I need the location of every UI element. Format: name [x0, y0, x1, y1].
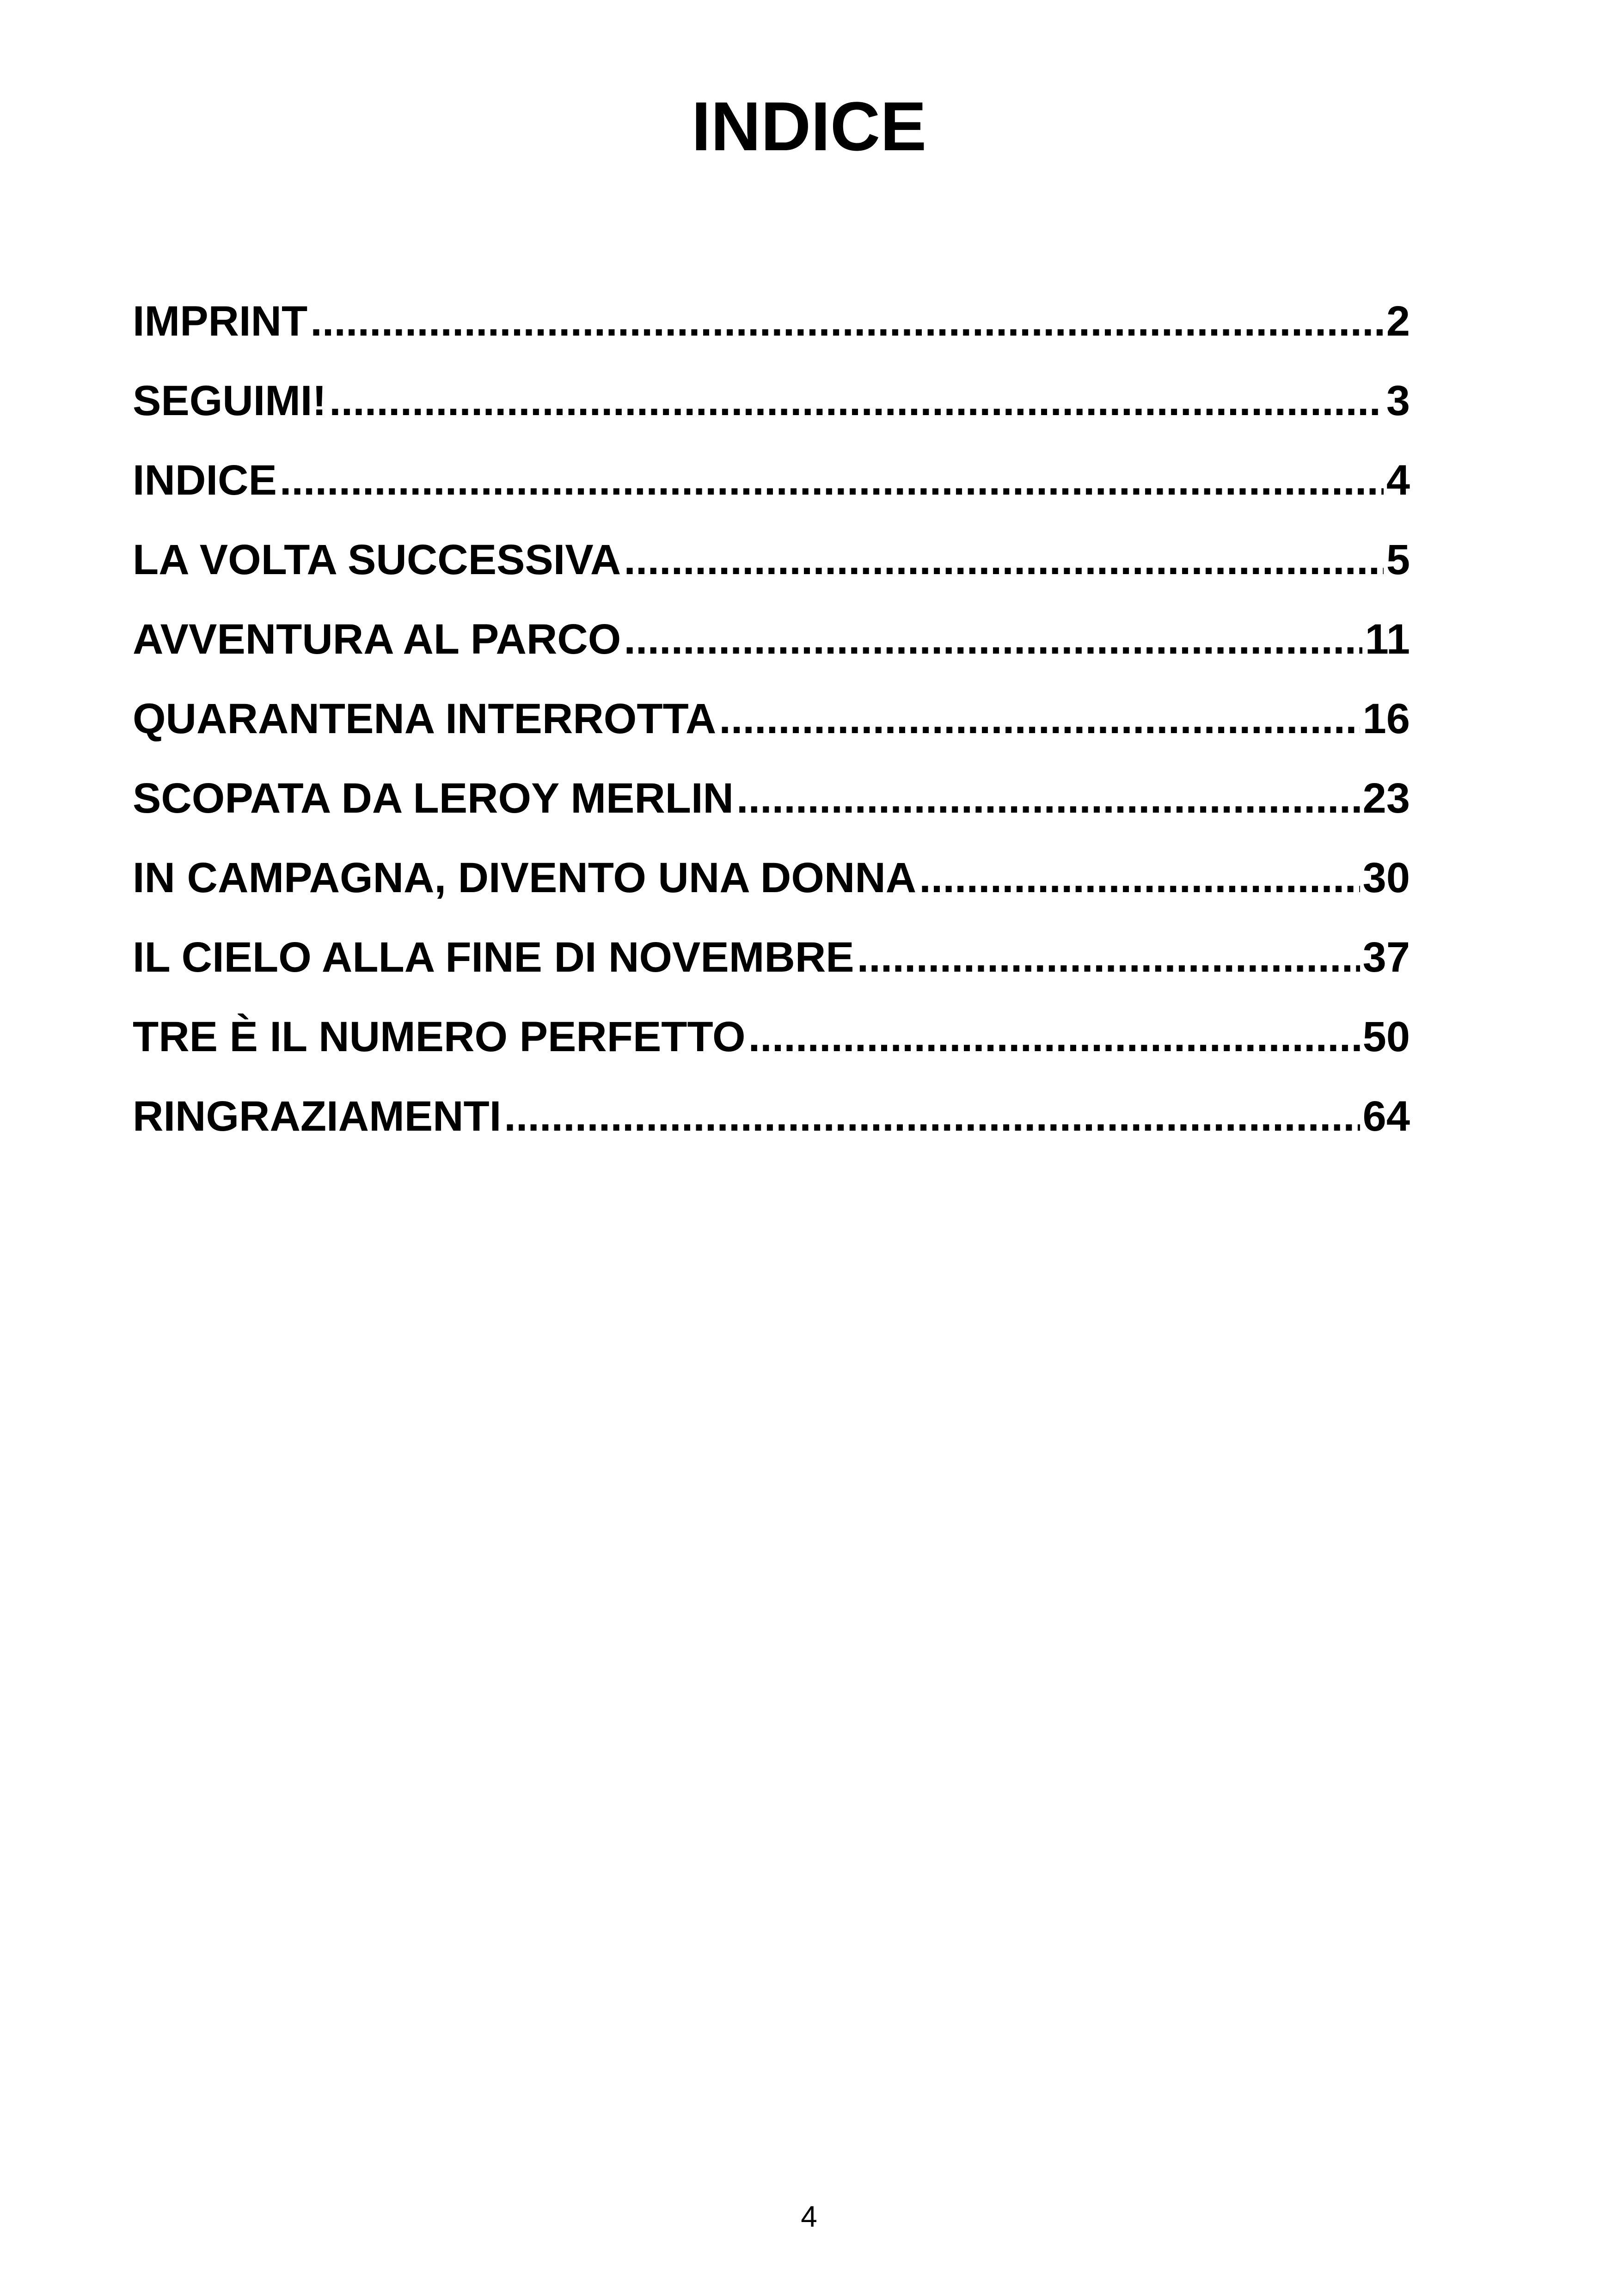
- toc-entry-page: 16: [1362, 695, 1410, 742]
- toc-entry-avventura-al-parco[interactable]: [133, 605, 1410, 684]
- toc-entry-indice[interactable]: [133, 446, 1410, 525]
- toc-entry-seguimi[interactable]: [133, 366, 1410, 446]
- toc-entry-imprint[interactable]: [133, 287, 1410, 366]
- toc-dot-leader: [624, 525, 1383, 594]
- toc-entry-page: 50: [1362, 1013, 1410, 1060]
- toc-dot-leader: [919, 843, 1360, 912]
- toc-entry-title: QUARANTENA INTERROTTA: [133, 695, 717, 742]
- toc-entry-page: 37: [1362, 934, 1410, 981]
- toc-dot-leader: [736, 764, 1360, 833]
- toc-entry-title: IN CAMPAGNA, DIVENTO UNA DONNA: [133, 854, 917, 901]
- toc-dot-leader: [280, 446, 1384, 515]
- toc-entry-title: TRE È IL NUMERO PERFETTO: [133, 1013, 746, 1060]
- toc-entry-page: 64: [1362, 1093, 1410, 1140]
- toc-dot-leader: [719, 684, 1360, 753]
- toc-dot-leader: [310, 287, 1384, 356]
- toc-dot-leader: [624, 605, 1362, 674]
- toc-entry-title: RINGRAZIAMENTI: [133, 1093, 502, 1140]
- toc-entry-la-volta-successiva[interactable]: [133, 525, 1410, 605]
- page-title: INDICE: [691, 87, 927, 165]
- toc-entry-scopata-da-leroy-merlin[interactable]: [133, 764, 1410, 843]
- toc-entry-title: AVVENTURA AL PARCO: [133, 616, 621, 663]
- toc-entry-title: SCOPATA DA LEROY MERLIN: [133, 775, 734, 822]
- toc-dot-leader: [748, 1002, 1360, 1071]
- toc-entry-in-campagna[interactable]: [133, 843, 1410, 923]
- toc-entry-title: INDICE: [133, 457, 277, 504]
- toc-dot-leader: [857, 923, 1360, 992]
- toc-entry-quarantena-interrotta[interactable]: [133, 684, 1410, 764]
- toc-entry-title: LA VOLTA SUCCESSIVA: [133, 536, 621, 583]
- toc-dot-leader: [504, 1082, 1360, 1151]
- toc-entry-page: 4: [1386, 457, 1410, 504]
- toc-entry-page: 30: [1362, 854, 1410, 901]
- toc-entry-title: SEGUIMI!: [133, 377, 327, 424]
- toc-entry-title: IL CIELO ALLA FINE DI NOVEMBRE: [133, 934, 854, 981]
- toc-dot-leader: [329, 366, 1384, 435]
- toc-entry-il-cielo[interactable]: [133, 923, 1410, 1002]
- toc-entry-title: IMPRINT: [133, 298, 308, 345]
- toc-entry-page: 2: [1386, 298, 1410, 345]
- toc-entry-page: 23: [1362, 775, 1410, 822]
- toc-entry-page: 5: [1386, 536, 1410, 583]
- toc-entry-ringraziamenti[interactable]: [133, 1082, 1410, 1161]
- table-of-contents: [133, 287, 1410, 1161]
- toc-entry-page: 11: [1365, 616, 1410, 663]
- toc-entry-tre-e-il-numero-perfetto[interactable]: [133, 1002, 1410, 1082]
- toc-entry-page: 3: [1386, 377, 1410, 424]
- page-number: 4: [801, 2200, 817, 2233]
